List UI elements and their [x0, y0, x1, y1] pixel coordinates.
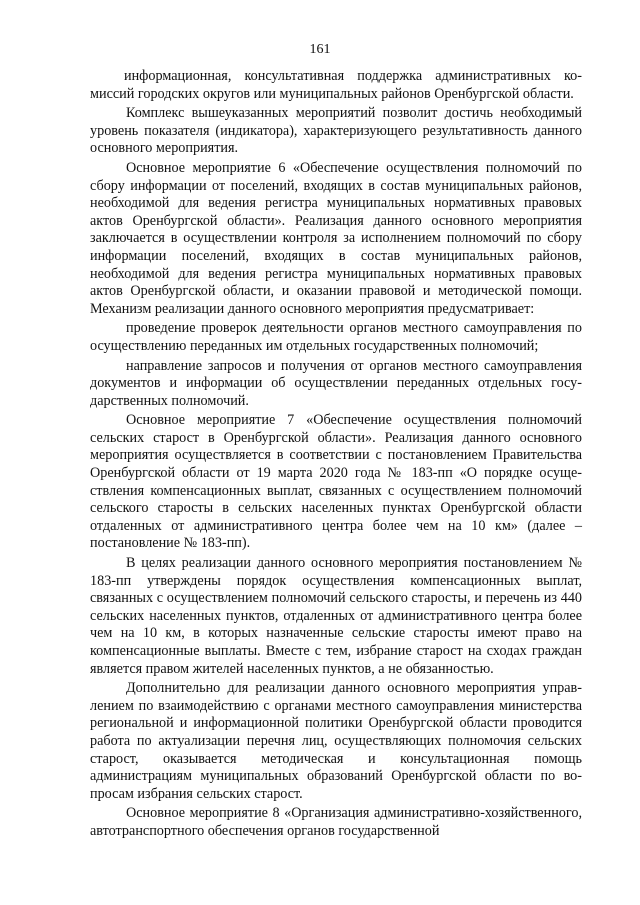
paragraph-6: Основное мероприятие 7 «Обеспечение осуществления полномочий сельских старост в Оренбургской области». Реализация данного основного мероприятия осуществляется в соответствии с постановлением Правительства Оренбургской области от 19 марта 2020 года № 183-пп «О порядке осуществления компенсационных выплат, связанных с осуществлением полномочий сельского старосты в сельских населенных пунктах Оренбургской области отдаленных от административного центра более чем на 10 км» (далее – постановление № 183-пп).: [90, 412, 582, 552]
paragraph-9: Основное мероприятие 8 «Организация административно-хозяйственного, автотранспортного обеспечения органов государственной: [90, 805, 582, 839]
paragraph-2: Комплекс вышеуказанных мероприятий позволит достичь необходимый уровень показателя (индикатора), характеризующего результативность данного основного мероприятия.: [90, 105, 582, 157]
paragraph-4: проведение проверок деятельности органов местного самоуправления по осуществлению переданных им отдельных государственных полномочий;: [90, 320, 582, 354]
document-body: [90, 68, 582, 843]
page-number: 161: [309, 42, 331, 57]
paragraph-7: В целях реализации данного основного мероприятия постановлением № 183-пп утверждены порядок осуществления компенсационных выплат, связанных с осуществлением полномочий сельского старосты, и перечень из 440 сельских населенных пунктов, отдаленных от административного центра более чем на 10 км, в которых назначенные сельские старосты имеют право на компенсационные выплаты. Вместе с тем, избрание старост на сходах граждан является правом жителей населенных пунктов, а не обязанностью.: [90, 555, 582, 677]
paragraph-8: Дополнительно для реализации данного основного мероприятия управлением по взаимодействию с органами местного самоуправления министерства региональной и информационной политики Оренбургской области проводится работа по актуализации перечня лиц, осуществляющих полномочия сельских старост, оказывается методическая и консультационная помощь администрациям муниципальных образований Оренбургской области по вопросам избрания сельских старост.: [90, 680, 582, 802]
paragraph-1: информационная, консультативная поддержка административных комиссий городских округов или муниципальных районов Оренбургской области.: [90, 68, 582, 102]
paragraph-3: Основное мероприятие 6 «Обеспечение осуществления полномочий по сбору информации от поселений, входящих в состав муниципальных районов, необходимой для ведения регистра муниципальных нормативных правовых актов Оренбургской области». Реализация данного основного мероприятия заключается в осуществлении контроля за исполнением полномочий по сбору информации поселений, входящих в состав муниципальных районов, необходимой для ведения регистра муниципальных нормативных правовых актов Оренбургской области, и оказании правовой и методической помощи. Механизм реализации данного основного мероприятия предусматривает:: [90, 159, 582, 317]
paragraph-5: направление запросов и получения от органов местного самоуправления документов и информации об осуществлении переданных отдельных государственных полномочий.: [90, 357, 582, 409]
